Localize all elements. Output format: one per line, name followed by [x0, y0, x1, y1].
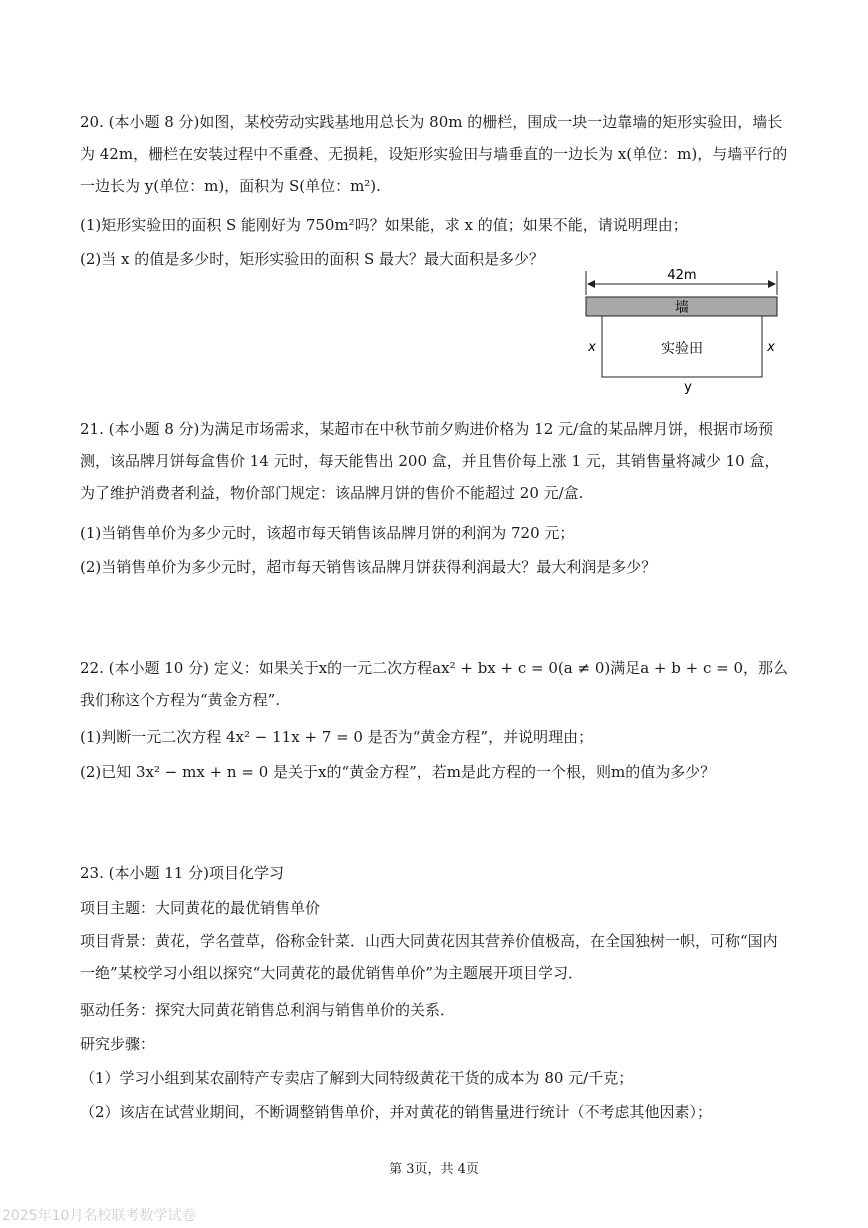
watermark: 2025年10月名校联考数学试卷: [2, 1208, 196, 1224]
q20-figure: [580, 265, 785, 395]
q20-stem: 20. (本小题 8 分)如图，某校劳动实践基地用总长为 80m 的栅栏，围成一块一边靠墙的矩形实验田，墙长为 42m，栅栏在安装过程中不重叠、无损耗，设矩形实验田与墙垂直的一边长为 x(单位：m)，与墙平行的一边长为 y(单位：m)，面积为 S(单位：m²).: [80, 113, 788, 195]
q23-step1: （1）学习小组到某农副特产专卖店了解到大同特级黄花干货的成本为 80 元/千克；: [80, 1069, 634, 1087]
q23-background: 项目背景：黄花，学名萱草，俗称金针菜．山西大同黄花因其营养价值极高，在全国独树一帜，可称“国内一绝”某校学习小组以探究“大同黄花的最优销售单价”为主题展开项目学习．: [80, 932, 778, 982]
q20-part2: (2)当 x 的值是多少时，矩形实验田的面积 S 最大？最大面积是多少？: [80, 250, 545, 268]
wall-label: 墙: [675, 300, 689, 316]
q22-part2: (2)已知 3x² − mx + n = 0 是关于x的“黄金方程”，若m是此方程的一个根，则m的值为多少？: [80, 763, 716, 781]
right-side-label: x: [767, 340, 775, 355]
page-footer: 第 3页，共 4页: [389, 1162, 479, 1177]
q21-part1: (1)当销售单价为多少元时，该超市每天销售该品牌月饼的利润为 720 元；: [80, 524, 575, 542]
q23-steps-label: 研究步骤：: [80, 1035, 156, 1053]
q21-stem: 21. (本小题 8 分)为满足市场需求，某超市在中秋节前夕购进价格为 12 元/盒的某品牌月饼，根据市场预测，该品牌月饼每盒售价 14 元时，每天能售出 200 盒，并且售价每上涨 1 元，其销售量将减少 10 盒，为了维护消费者利益，物价部门规定：该品牌月饼的售价不能超过 20 元/盒.: [80, 420, 780, 502]
wall-length-label: 42m: [667, 268, 697, 283]
q22-stem: 22. (本小题 10 分) 定义：如果关于x的一元二次方程ax² + bx + c = 0(a ≠ 0)满足a + b + c = 0，那么我们称这个方程为“黄金方程”.: [80, 659, 789, 709]
bottom-side-label: y: [684, 380, 692, 395]
field-label: 实验田: [661, 341, 703, 357]
q23-title: 23. (本小题 11 分)项目化学习: [80, 864, 284, 882]
q23-topic: 项目主题：大同黄花的最优销售单价: [80, 899, 321, 917]
q21-part2: (2)当销售单价为多少元时，超市每天销售该品牌月饼获得利润最大？最大利润是多少？: [80, 558, 657, 576]
q22-part1: (1)判断一元二次方程 4x² − 11x + 7 = 0 是否为“黄金方程”，并说明理由；: [80, 728, 594, 746]
q20-part1: (1)矩形实验田的面积 S 能刚好为 750m²吗？如果能，求 x 的值；如果不能，请说明理由；: [80, 216, 688, 234]
left-side-label: x: [588, 340, 596, 355]
q23-step2: （2）该店在试营业期间，不断调整销售单价，并对黄花的销售量进行统计（不考虑其他因素）；: [80, 1103, 713, 1121]
q23-task: 驱动任务：探究大同黄花销售总利润与销售单价的关系．: [80, 1001, 456, 1019]
